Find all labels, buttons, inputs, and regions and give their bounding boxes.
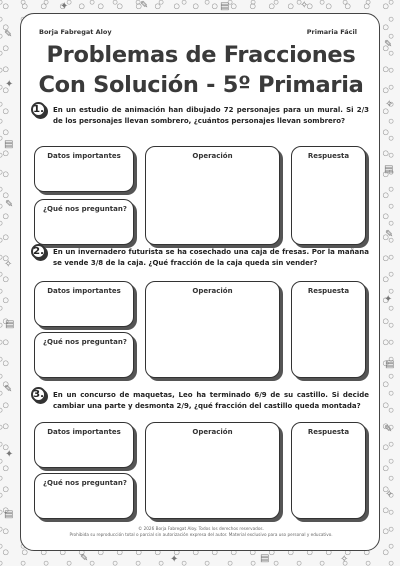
question-label: ¿Qué nos preguntan?: [43, 205, 127, 213]
star-doodle-icon: ✦: [5, 79, 14, 90]
pencil-doodle-icon: ✎: [384, 424, 393, 435]
operation-box[interactable]: [145, 146, 280, 245]
book-doodle-icon: ▤: [4, 139, 14, 150]
pencil-doodle-icon: ✎: [4, 384, 13, 395]
problem-2: [21, 244, 380, 384]
author-name: Borja Fabregat Aloy: [39, 28, 112, 36]
answer-label: Respuesta: [307, 152, 350, 160]
star-doodle-icon: ✧: [340, 554, 349, 565]
pencil-doodle-icon: ✎: [80, 553, 89, 564]
star-doodle-icon: ✧: [300, 0, 309, 11]
important-data-label: Datos importantes: [47, 428, 121, 436]
operation-box[interactable]: [145, 281, 280, 378]
question-box[interactable]: [34, 332, 134, 378]
book-doodle-icon: ▤: [385, 359, 395, 370]
question-box[interactable]: [34, 199, 134, 245]
important-data-box[interactable]: [34, 422, 134, 468]
important-data-label: Datos importantes: [47, 152, 121, 160]
book-doodle-icon: ▤: [5, 319, 15, 330]
pencil-doodle-icon: ✎: [384, 39, 393, 50]
star-doodle-icon: ✧: [385, 99, 394, 110]
problem-3: [21, 387, 380, 527]
copyright-line: © 2026 Borja Fabregat Aloy. Todos los derechos reservados.: [138, 526, 264, 531]
important-data-box[interactable]: [34, 281, 134, 327]
pencil-doodle-icon: ✎: [5, 199, 14, 210]
star-doodle-icon: ✧: [4, 259, 13, 270]
answer-box[interactable]: [291, 146, 366, 245]
pencil-doodle-icon: ✎: [385, 229, 394, 240]
problem-number-badge: 1.: [31, 102, 46, 117]
problem-statement: En un concurso de maquetas, Leo ha terminado 6/9 de su castillo. Si decide cambiar una parte y desmonta 2/9, ¿qué fracción del castillo queda montada?: [53, 391, 369, 410]
level-label: Primaria Fácil: [306, 28, 357, 36]
worksheet: [20, 13, 380, 551]
answer-box[interactable]: [291, 281, 366, 378]
operation-label: Operación: [192, 287, 233, 295]
book-doodle-icon: ▤: [4, 509, 14, 520]
problem-number-badge: 2.: [31, 244, 46, 259]
problem-number-badge: 3.: [31, 387, 46, 402]
question-label: ¿Qué nos preguntan?: [43, 338, 127, 346]
book-doodle-icon: ▤: [384, 164, 394, 175]
answer-label: Respuesta: [307, 287, 350, 295]
answer-label: Respuesta: [307, 428, 350, 436]
title-line-2: Con Solución - 5º Primaria: [38, 72, 364, 98]
operation-box[interactable]: [145, 422, 280, 519]
page-title: [21, 40, 380, 100]
star-doodle-icon: ✦: [170, 554, 179, 565]
pencil-doodle-icon: ✎: [140, 0, 149, 11]
question-box[interactable]: [34, 473, 134, 519]
operation-label: Operación: [192, 152, 233, 160]
problem-statement: En un invernadero futurista se ha cosechado una caja de fresas. Por la mañana se vende 3/8 de la caja. ¿Qué fracción de la caja queda sin vender?: [53, 248, 369, 267]
copyright-footer: [21, 526, 380, 538]
operation-label: Operación: [192, 428, 233, 436]
problem-statement: En un estudio de animación han dibujado 72 personajes para un mural. Si 2/3 de los personajes llevan sombrero, ¿cuántos personajes llevan sombrero?: [53, 106, 369, 125]
problem-1: [21, 102, 380, 242]
question-label: ¿Qué nos preguntan?: [43, 479, 127, 487]
important-data-label: Datos importantes: [47, 287, 121, 295]
book-doodle-icon: ▤: [220, 1, 230, 12]
star-doodle-icon: ✦: [5, 449, 14, 460]
license-line: Prohibida su reproducción total o parcial sin autorización expresa del autor. Material exclusivo para uso personal y educativo.: [69, 532, 333, 537]
important-data-box[interactable]: [34, 146, 134, 192]
book-doodle-icon: ▤: [260, 553, 270, 564]
star-doodle-icon: ✦: [384, 294, 393, 305]
answer-box[interactable]: [291, 422, 366, 519]
star-doodle-icon: ✦: [60, 1, 69, 12]
pencil-doodle-icon: ✎: [4, 29, 13, 40]
title-line-1: Problemas de Fracciones: [46, 42, 356, 68]
star-doodle-icon: ✧: [385, 489, 394, 500]
